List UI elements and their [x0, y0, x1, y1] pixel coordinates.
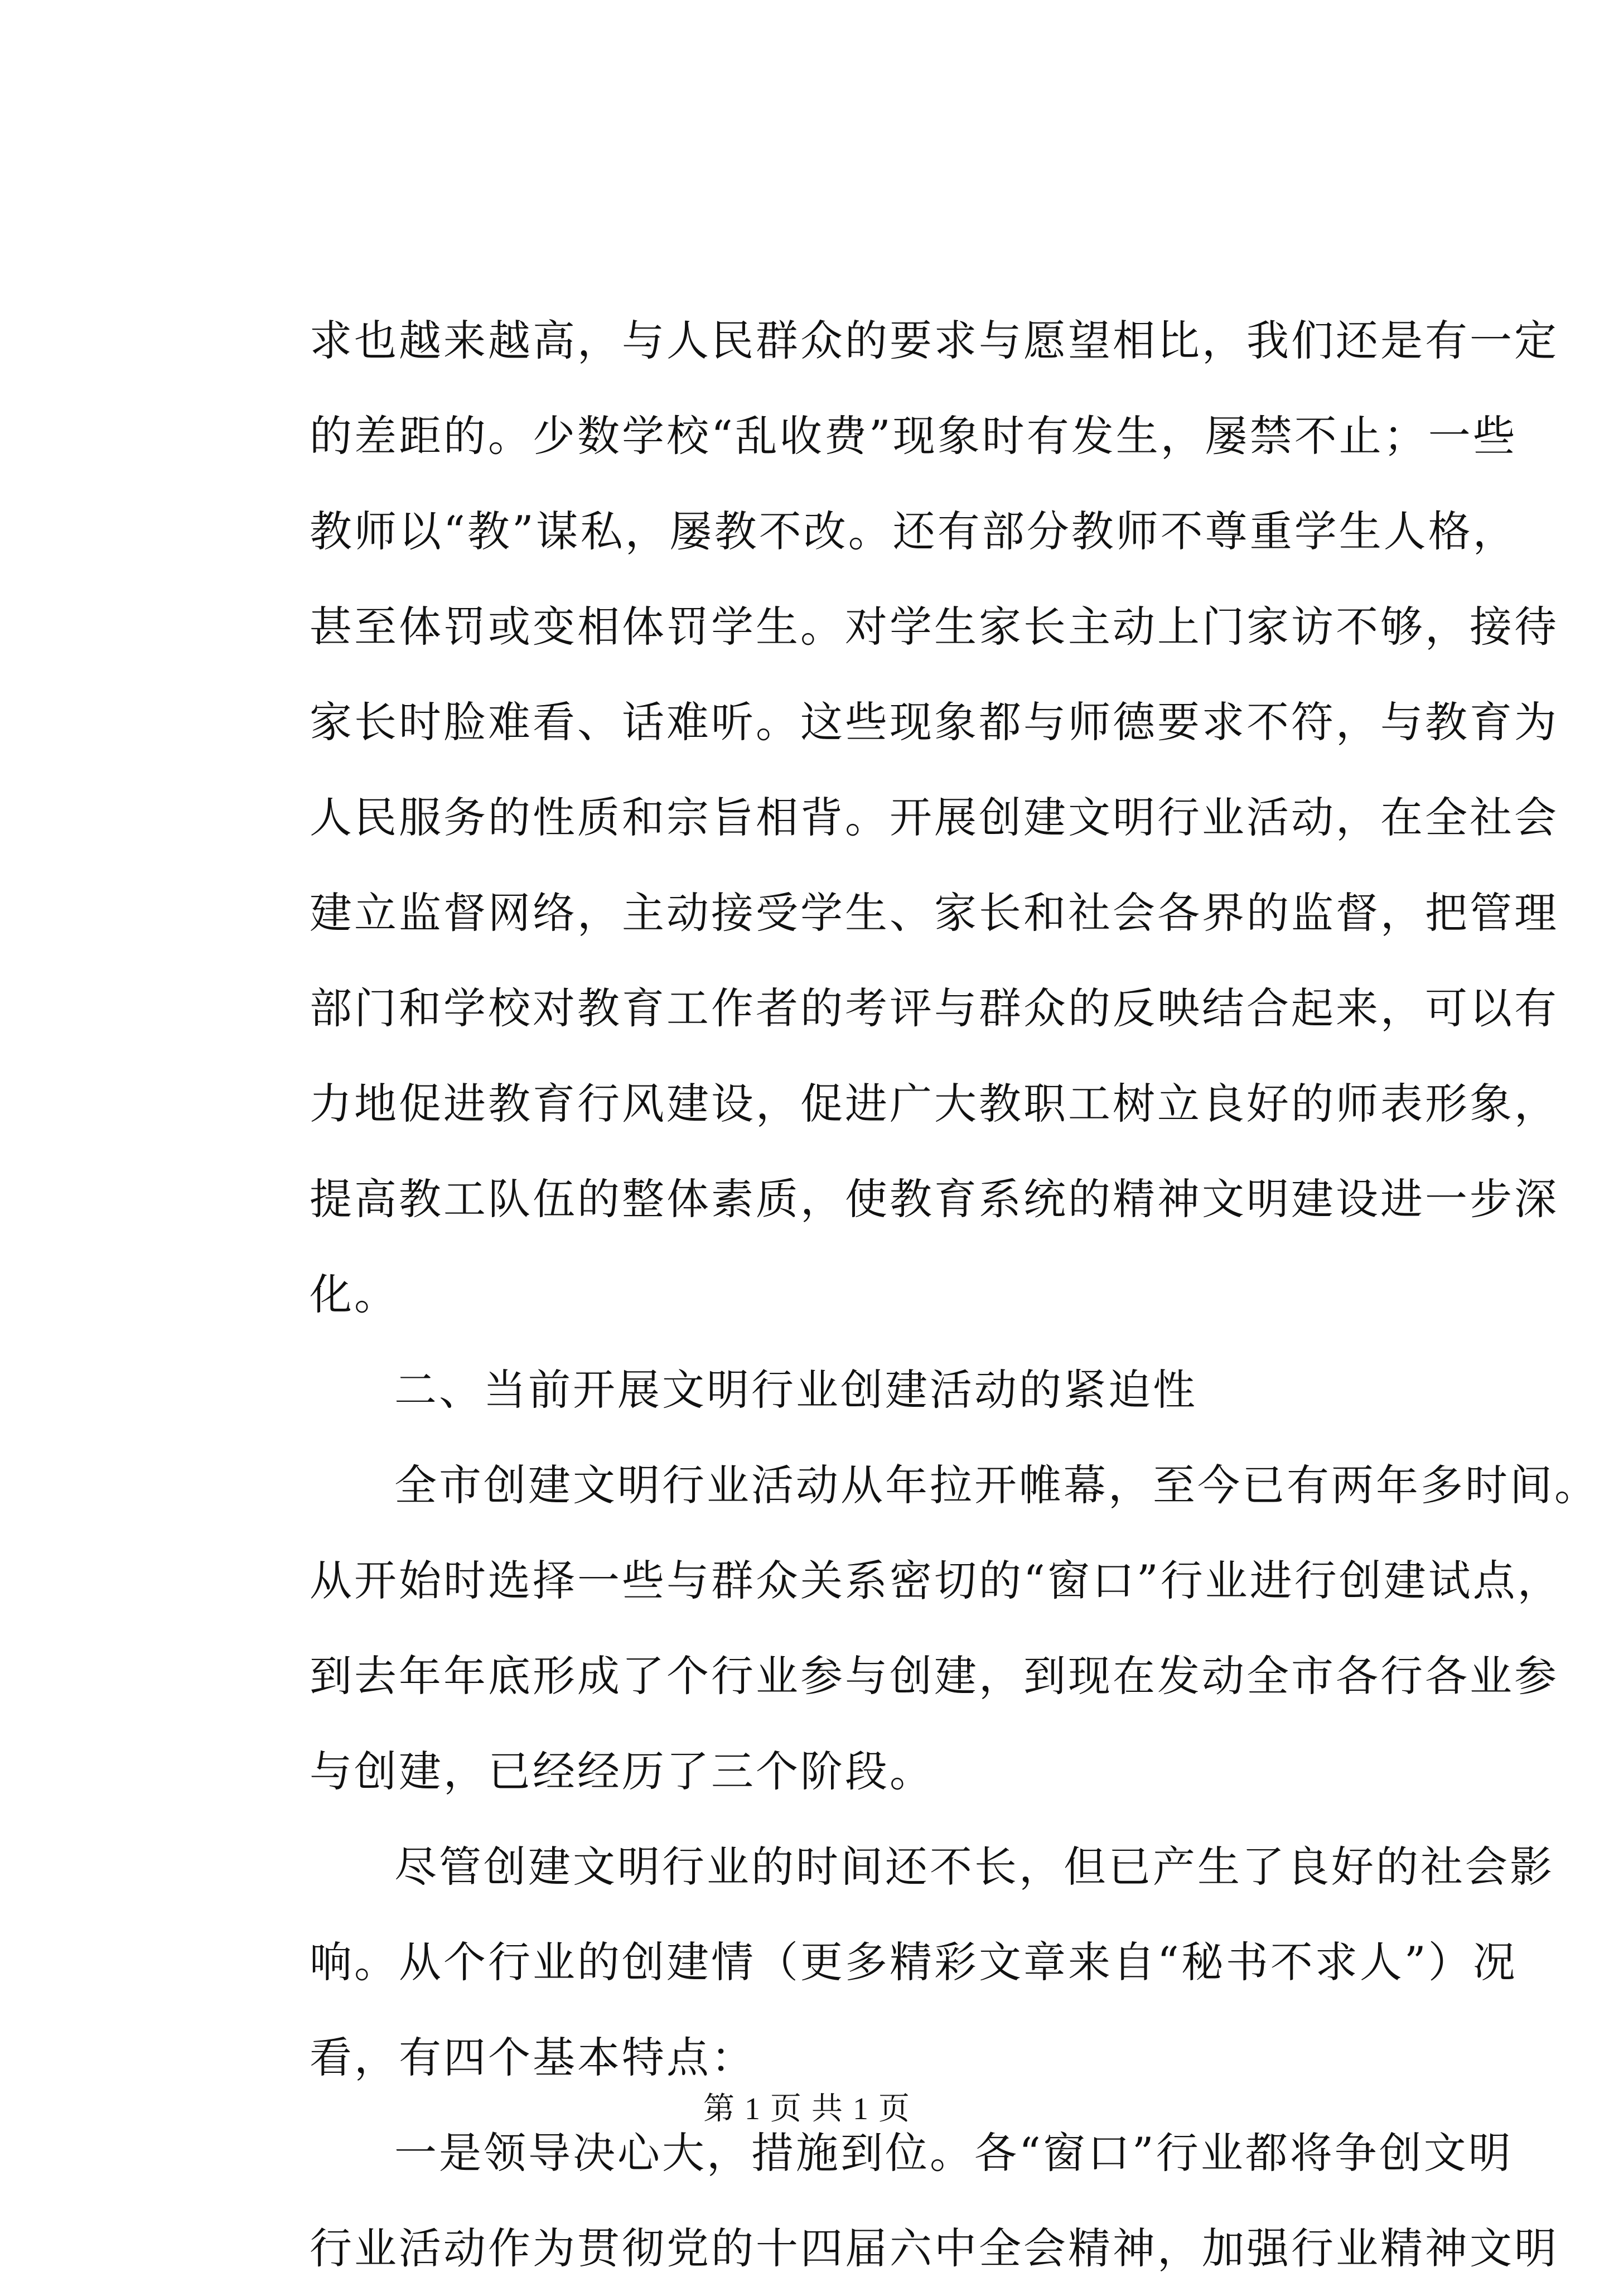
- text-line: 教师以“教”谋私，屡教不改。还有部分教师不尊重学生人格，: [310, 507, 1518, 556]
- text-line: 尽管创建文明行业的时间还不长，但已产生了良好的社会影: [394, 1842, 1554, 1892]
- page-footer: 第 1 页 共 1 页: [703, 2092, 911, 2126]
- text-line: 一是领导决心大，措施到位。各“窗口”行业都将争创文明: [394, 2128, 1513, 2178]
- document-body: [310, 293, 1599, 2296]
- text-line: 全市创建文明行业活动从年拉开帷幕，至今已有两年多时间。: [394, 1460, 1599, 1510]
- text-line: 从开始时选择一些与群众关系密切的“窗口”行业进行创建试点，: [310, 1556, 1562, 1605]
- text-line: 与创建，已经经历了三个阶段。: [310, 1747, 934, 1796]
- text-line: 求也越来越高，与人民群众的要求与愿望相比，我们还是有一定: [310, 316, 1559, 365]
- text-line: 力地促进教育行风建设，促进广大教职工树立良好的师表形象，: [310, 1079, 1559, 1128]
- text-line: 人民服务的性质和宗旨相背。开展创建文明行业活动，在全社会: [310, 793, 1559, 842]
- text-line: 甚至体罚或变相体罚学生。对学生家长主动上门家访不够，接待: [310, 602, 1559, 652]
- text-line: 化。: [310, 1270, 399, 1319]
- text-line: 响。从个行业的创建情（更多精彩文章来自“秘书不求人”）况: [310, 1937, 1518, 1987]
- text-line: 建立监督网络，主动接受学生、家长和社会各界的监督，把管理: [310, 888, 1559, 938]
- text-line: 部门和学校对教育工作者的考评与群众的反映结合起来，可以有: [310, 983, 1559, 1033]
- text-line: 看，有四个基本特点：: [310, 2033, 756, 2082]
- text-line: 到去年年底形成了个行业参与创建，到现在发动全市各行各业参: [310, 1651, 1559, 1701]
- section-heading: 二、当前开展文明行业创建活动的紧迫性: [394, 1365, 1197, 1415]
- text-line: 提高教工队伍的整体素质，使教育系统的精神文明建设进一步深: [310, 1174, 1559, 1224]
- text-line: 家长时脸难看、话难听。这些现象都与师德要求不符，与教育为: [310, 697, 1559, 747]
- text-line: 的差距的。少数学校“乱收费”现象时有发生，屡禁不止；一些: [310, 411, 1518, 461]
- text-line: 行业活动作为贯彻党的十四届六中全会精神，加强行业精神文明: [310, 2223, 1559, 2273]
